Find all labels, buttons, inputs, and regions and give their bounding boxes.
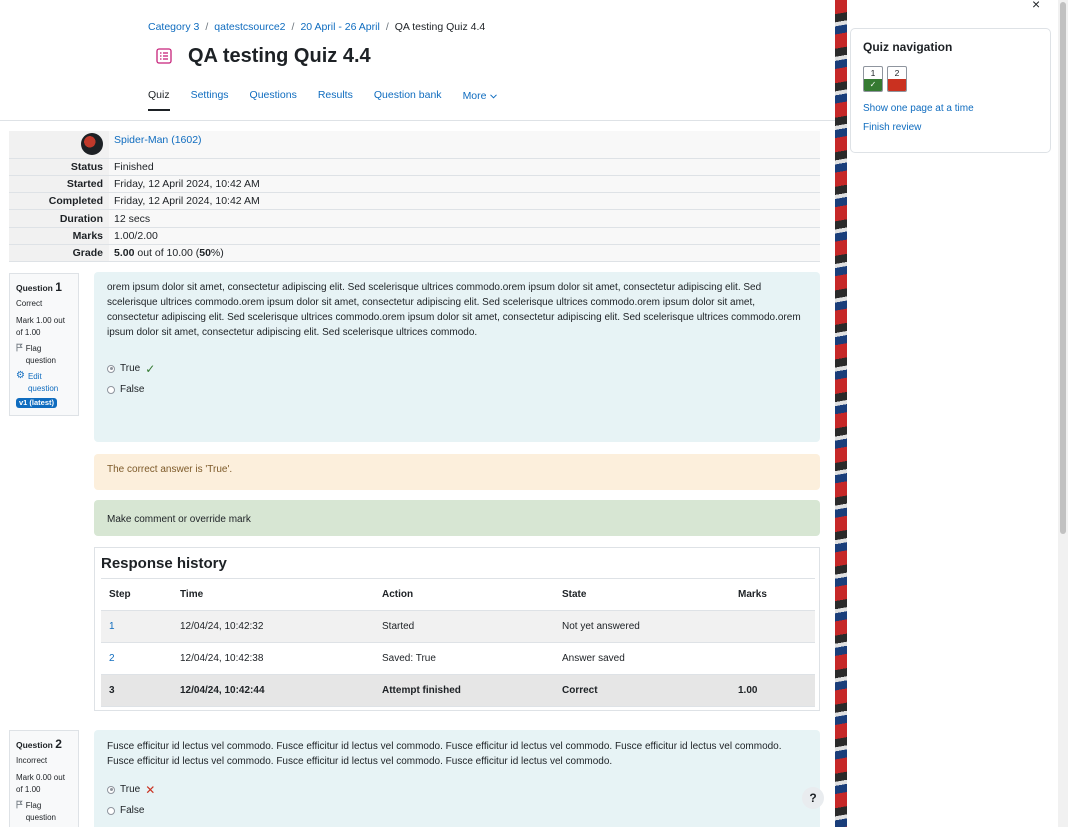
question-label: Question bbox=[16, 283, 53, 293]
attempt-summary-table bbox=[9, 131, 820, 262]
edit-question-link[interactable] bbox=[16, 371, 72, 394]
answer-option-false[interactable] bbox=[107, 379, 807, 400]
summary-row bbox=[9, 227, 820, 244]
scrollbar[interactable] bbox=[1058, 0, 1068, 827]
make-comment-link[interactable]: Make comment or override mark bbox=[107, 514, 251, 525]
answer-label: False bbox=[120, 384, 145, 395]
history-state: Correct bbox=[554, 675, 730, 707]
history-row bbox=[101, 643, 815, 675]
check-icon: ✓ bbox=[864, 79, 882, 91]
flag-question-label: Flag question bbox=[25, 344, 56, 365]
summary-user-row bbox=[9, 131, 820, 158]
page-title: QA testing Quiz 4.4 bbox=[188, 44, 371, 67]
grade-percent: 50 bbox=[199, 247, 211, 260]
question-text: orem ipsum dolor sit amet, consectetur adipiscing elit. Sed scelerisque ultrices commodo.orem ipsum dolor sit amet, consectetur adipiscing elit. Sed scelerisque ultrices commodo.orem ipsum dolor sit amet, consectetur adipiscing elit. Sed scelerisque ultrices commodo.orem ipsum dolor sit amet, consectetur adipiscing elit. Sed scelerisque ultrices commodo.orem ipsum dolor sit amet, consectetur adipiscing elit. Sed scelerisque ultrices commodo.orem ipsum dolor sit amet, consectetur adipiscing elit. Sed scelerisque ultrices commodo. bbox=[107, 282, 801, 338]
nav-question-2-button[interactable] bbox=[887, 66, 907, 92]
summary-value: Finished bbox=[109, 158, 820, 175]
cross-icon: ✕ bbox=[145, 782, 156, 797]
answer-radio[interactable] bbox=[107, 786, 115, 794]
grade-score: 5.00 bbox=[114, 247, 135, 260]
answer-options bbox=[107, 779, 807, 821]
summary-value: Friday, 12 April 2024, 10:42 AM bbox=[109, 175, 820, 192]
question-num: 1 bbox=[55, 280, 62, 294]
history-col-step: Step bbox=[101, 579, 172, 611]
history-row-current bbox=[101, 675, 815, 707]
question-1-feedback: The correct answer is 'True'. bbox=[94, 454, 820, 490]
question-grade: Mark 1.00 out of 1.00 bbox=[16, 315, 65, 337]
summary-value: 1.00/2.00 bbox=[109, 227, 820, 244]
history-action: Started bbox=[374, 611, 554, 643]
incorrect-fill bbox=[888, 79, 906, 91]
summary-label: Grade bbox=[9, 244, 109, 261]
show-one-page-link[interactable]: Show one page at a time bbox=[863, 103, 974, 114]
question-2-info bbox=[9, 730, 79, 827]
response-history-table bbox=[101, 578, 815, 707]
close-icon[interactable]: × bbox=[1032, 0, 1041, 12]
summary-value: Friday, 12 April 2024, 10:42 AM bbox=[109, 193, 820, 210]
summary-user-cell bbox=[109, 131, 820, 158]
history-action: Attempt finished bbox=[374, 675, 554, 707]
history-step-link[interactable]: 2 bbox=[109, 653, 115, 664]
version-badge: v1 (latest) bbox=[16, 398, 57, 409]
history-state: Answer saved bbox=[554, 643, 730, 675]
history-col-marks: Marks bbox=[730, 579, 815, 611]
response-history-title: Response history bbox=[101, 555, 227, 572]
flag-question-button[interactable] bbox=[16, 800, 72, 823]
flag-question-button[interactable] bbox=[16, 343, 72, 366]
breadcrumb-current: QA testing Quiz 4.4 bbox=[394, 21, 486, 33]
avatar[interactable] bbox=[81, 133, 103, 155]
flag-question-label: Flag question bbox=[25, 801, 56, 822]
history-time: 12/04/24, 10:42:38 bbox=[172, 643, 374, 675]
tab-more-label: More bbox=[462, 90, 487, 102]
history-step-cell bbox=[101, 611, 172, 643]
page-header bbox=[152, 44, 371, 68]
quiz-navigation-drawer bbox=[847, 0, 1068, 827]
history-col-state: State bbox=[554, 579, 730, 611]
history-marks bbox=[730, 643, 815, 675]
tab-questions[interactable]: Questions bbox=[249, 89, 297, 101]
history-col-action: Action bbox=[374, 579, 554, 611]
summary-label: Duration bbox=[9, 210, 109, 227]
gear-icon: ⚙ bbox=[16, 370, 25, 382]
answer-label: True bbox=[120, 363, 141, 374]
breadcrumb-category[interactable]: Category 3 bbox=[148, 21, 200, 33]
history-marks: 1.00 bbox=[730, 675, 815, 707]
response-history bbox=[94, 547, 820, 711]
grade-tail: %) bbox=[210, 247, 224, 260]
finish-review-link[interactable]: Finish review bbox=[863, 122, 922, 133]
chevron-down-icon bbox=[490, 94, 497, 99]
user-link[interactable]: Spider-Man (1602) bbox=[114, 134, 202, 146]
tab-results[interactable]: Results bbox=[317, 89, 353, 101]
answer-label: True bbox=[120, 784, 141, 795]
question-2-formulation bbox=[94, 730, 820, 827]
nav-question-number: 1 bbox=[870, 68, 876, 78]
breadcrumb-separator: / bbox=[291, 21, 295, 33]
summary-grade-row bbox=[9, 244, 820, 261]
tabs-divider bbox=[0, 120, 835, 121]
tab-quiz[interactable]: Quiz bbox=[148, 89, 170, 111]
answer-radio[interactable] bbox=[107, 386, 115, 394]
background-image-strip bbox=[835, 0, 847, 827]
question-state: Correct bbox=[16, 299, 43, 309]
tab-question-bank[interactable]: Question bank bbox=[373, 89, 442, 101]
scrollbar-thumb[interactable] bbox=[1060, 2, 1066, 534]
answer-option-true[interactable] bbox=[107, 779, 807, 800]
quiz-navigation-title: Quiz navigation bbox=[863, 40, 953, 54]
summary-value: 12 secs bbox=[109, 210, 820, 227]
question-text: Fusce efficitur id lectus vel commodo. Fusce efficitur id lectus vel commodo. Fusce efficitur id lectus vel commodo. Fusce efficitur id lectus vel commodo. Fusce efficitur id lectus vel commodo. Fusce efficitur id lectus vel commodo. Fusce efficitur id lectus vel commodo. bbox=[107, 741, 782, 767]
question-label: Question bbox=[16, 740, 53, 750]
history-time: 12/04/24, 10:42:32 bbox=[172, 611, 374, 643]
summary-row bbox=[9, 158, 820, 175]
history-col-time: Time bbox=[172, 579, 374, 611]
history-marks bbox=[730, 611, 815, 643]
question-1-info bbox=[9, 273, 79, 416]
question-state: Incorrect bbox=[16, 756, 48, 766]
question-1-comment bbox=[94, 500, 820, 536]
summary-avatar-cell bbox=[9, 131, 109, 158]
nav-question-1-button[interactable] bbox=[863, 66, 883, 92]
tab-more[interactable] bbox=[463, 89, 497, 111]
question-num: 2 bbox=[55, 737, 62, 751]
quiz-navigation-buttons bbox=[863, 66, 1038, 92]
tab-settings[interactable]: Settings bbox=[190, 89, 229, 101]
summary-grade-value bbox=[109, 244, 820, 261]
flag-icon bbox=[16, 343, 23, 352]
check-icon: ✓ bbox=[145, 361, 156, 376]
summary-row bbox=[9, 193, 820, 210]
breadcrumb-course[interactable]: qatestcsource2 bbox=[214, 21, 286, 33]
help-button[interactable]: ? bbox=[802, 787, 824, 809]
breadcrumb-section[interactable]: 20 April - 26 April bbox=[300, 21, 380, 33]
answer-option-false[interactable] bbox=[107, 800, 807, 821]
history-step: 3 bbox=[101, 675, 172, 707]
nav-question-number: 2 bbox=[894, 68, 900, 78]
summary-label: Status bbox=[9, 158, 109, 175]
answer-label: False bbox=[120, 805, 145, 816]
answer-radio[interactable] bbox=[107, 807, 115, 815]
history-state: Not yet answered bbox=[554, 611, 730, 643]
answer-radio[interactable] bbox=[107, 365, 115, 373]
history-action: Saved: True bbox=[374, 643, 554, 675]
summary-label: Completed bbox=[9, 193, 109, 210]
history-row bbox=[101, 611, 815, 643]
history-step-cell bbox=[101, 643, 172, 675]
history-step-link[interactable]: 1 bbox=[109, 621, 115, 632]
secondary-nav bbox=[148, 89, 497, 111]
breadcrumb-separator: / bbox=[385, 21, 389, 33]
question-number bbox=[16, 736, 72, 753]
breadcrumb-separator: / bbox=[205, 21, 209, 33]
quiz-icon bbox=[152, 44, 176, 68]
grade-outof: out of 10.00 ( bbox=[134, 247, 200, 260]
question-grade: Mark 0.00 out of 1.00 bbox=[16, 772, 65, 794]
flag-icon bbox=[16, 800, 23, 809]
edit-question-label: Edit question bbox=[27, 372, 59, 393]
question-number bbox=[16, 279, 72, 296]
summary-label: Started bbox=[9, 175, 109, 192]
summary-row bbox=[9, 175, 820, 192]
history-header-row bbox=[101, 579, 815, 611]
answer-option-true[interactable] bbox=[107, 358, 807, 379]
history-time: 12/04/24, 10:42:44 bbox=[172, 675, 374, 707]
summary-label: Marks bbox=[9, 227, 109, 244]
answer-options bbox=[107, 358, 807, 400]
summary-row bbox=[9, 210, 820, 227]
quiz-navigation-block bbox=[850, 28, 1051, 153]
question-1-formulation bbox=[94, 272, 820, 442]
breadcrumb bbox=[148, 21, 485, 33]
